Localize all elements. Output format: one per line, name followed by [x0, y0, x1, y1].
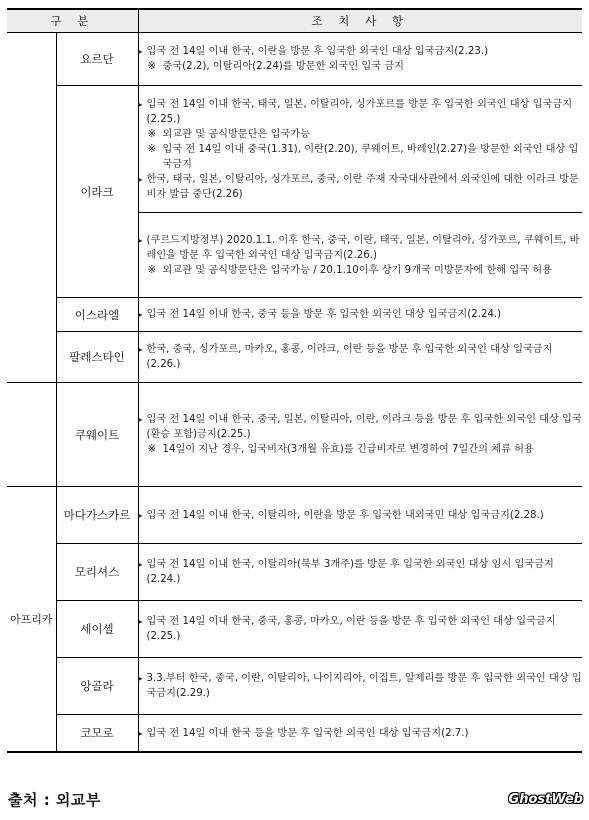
- measure-cell: [138, 658, 582, 715]
- table-row: [7, 544, 582, 601]
- entry-restriction-document: [7, 8, 582, 753]
- table-row: [7, 658, 582, 715]
- entry-restriction-table: [7, 8, 582, 753]
- country-cell: 요르단: [56, 33, 138, 86]
- measure-cell: [138, 715, 582, 753]
- country-cell: 이라크: [56, 86, 138, 298]
- measure-bullet: ▸ 입국 전 14일 이내 한국, 태국, 일본, 이탈리아, 싱가포르를 방문 후 입국한 외국인 대상 입국금지(2.25.): [139, 97, 583, 127]
- table-row: [7, 601, 582, 658]
- measure-note: ※ 외교관 및 공식방문단은 입국가능 / 20.1.10이후 상기 9개국 미방문자에 한해 입국 허용: [139, 263, 583, 278]
- measure-bullet: ▸ 입국 전 14일 이내 한국, 이탈리아(북부 3개주)를 방문 후 입국한 외국인 대상 임시 입국금지(2.24.): [139, 557, 583, 587]
- measure-note: ※ 14일이 지난 경우, 입국비자(3개월 유효)를 긴급비자로 변경하여 7일간의 체류 허용: [139, 442, 583, 457]
- table-row: [7, 383, 582, 487]
- measure-cell: [138, 213, 582, 298]
- region-cell-spacer: [7, 383, 56, 487]
- country-cell: 팔레스타인: [56, 332, 138, 383]
- country-cell: 이스라엘: [56, 298, 138, 332]
- table-row: [7, 298, 582, 332]
- measure-cell: [138, 544, 582, 601]
- table-row: [7, 332, 582, 383]
- measures-header: 조 치 사 항: [138, 9, 582, 33]
- country-cell: 쿠웨이트: [56, 383, 138, 487]
- measure-cell: [138, 33, 582, 86]
- region-cell-middle-east: [7, 33, 56, 383]
- country-cell: 모리셔스: [56, 544, 138, 601]
- measure-bullet: ▸ (쿠르드지방정부) 2020.1.1. 이후 한국, 중국, 이란, 태국, 일본, 이탈리아, 싱가포르, 쿠웨이트, 바레인을 방문 후 입국한 외국인 대상 입국금지(2.26.): [139, 233, 583, 263]
- table-row: [7, 33, 582, 86]
- measure-bullet: ▸ 입국 전 14일 이내 한국, 이탈리아, 이란을 방문 후 입국한 내외국민 대상 입국금지(2.28.): [139, 508, 583, 523]
- measure-bullet: ▸ 입국 전 14일 이내 한국, 중국 등을 방문 후 입국한 외국인 대상 입국금지(2.24.): [139, 307, 583, 322]
- measure-bullet: ▸ 3.3.부터 한국, 중국, 이란, 이탈리아, 나이지리아, 이집트, 알제리를 방문 후 입국한 외국인 대상 입국금지(2.29.): [139, 671, 583, 701]
- table-row: [7, 86, 582, 213]
- measure-bullet: ▸ 입국 전 14일 이내 한국, 중국, 홍콩, 마카오, 이란 등을 방문 후 입국한 외국인 대상 입국금지(2.25.): [139, 614, 583, 644]
- measure-cell: [138, 86, 582, 213]
- measure-note: ※ 중국(2.2), 이탈리아(2.24)를 방문한 외국인 입국 금지: [139, 59, 583, 74]
- footer: [8, 789, 583, 813]
- measure-cell: [138, 383, 582, 487]
- watermark-logo: GhostWeb: [508, 792, 583, 807]
- measure-bullet: ▸ 한국, 태국, 일본, 이탈리아, 싱가포르, 중국, 이란 주재 자국대사관에서 외국인에 대한 이라크 방문비자 발급 중단(2.26): [139, 172, 583, 202]
- country-cell: 코모로: [56, 715, 138, 753]
- measure-note: ※ 외교관 및 공식방문단은 입국가능: [139, 127, 583, 142]
- country-cell: 세이셸: [56, 601, 138, 658]
- measure-bullet: ▸ 입국 전 14일 이내 한국 등을 방문 후 입국한 외국인 대상 입국금지(2.7.): [139, 726, 583, 741]
- measure-bullet: ▸ 입국 전 14일 이내 한국, 이란을 방문 후 입국한 외국인 대상 입국금지(2.23.): [139, 44, 583, 59]
- measure-cell: [138, 487, 582, 544]
- source-credit: 출처 : 외교부: [8, 791, 101, 809]
- table-header-row: [7, 9, 582, 33]
- region-cell-africa: 아프리카: [7, 487, 56, 753]
- measure-bullet: ▸ 한국, 중국, 싱가포르, 마카오, 홍콩, 이라크, 이란 등을 방문 후 입국한 외국인 대상 입국금지(2.26.): [139, 342, 583, 372]
- measure-cell: [138, 601, 582, 658]
- country-cell: 마다가스카르: [56, 487, 138, 544]
- category-header: 구 분: [7, 9, 138, 33]
- measure-cell: [138, 298, 582, 332]
- table-row: [7, 715, 582, 753]
- measure-note: ※ 입국 전 14일 이내 중국(1.31), 이란(2.20), 쿠웨이트, 바레인(2.27)을 방문한 외국인 대상 입국금지: [139, 142, 583, 172]
- country-cell: 앙골라: [56, 658, 138, 715]
- measure-bullet: ▸ 입국 전 14일 이내 한국, 중국, 일본, 이탈리아, 이란, 이라크 등을 방문 후 입국한 외국인 대상 입국(환승 포함)금지(2.25.): [139, 412, 583, 442]
- table-row: [7, 487, 582, 544]
- measure-cell: [138, 332, 582, 383]
